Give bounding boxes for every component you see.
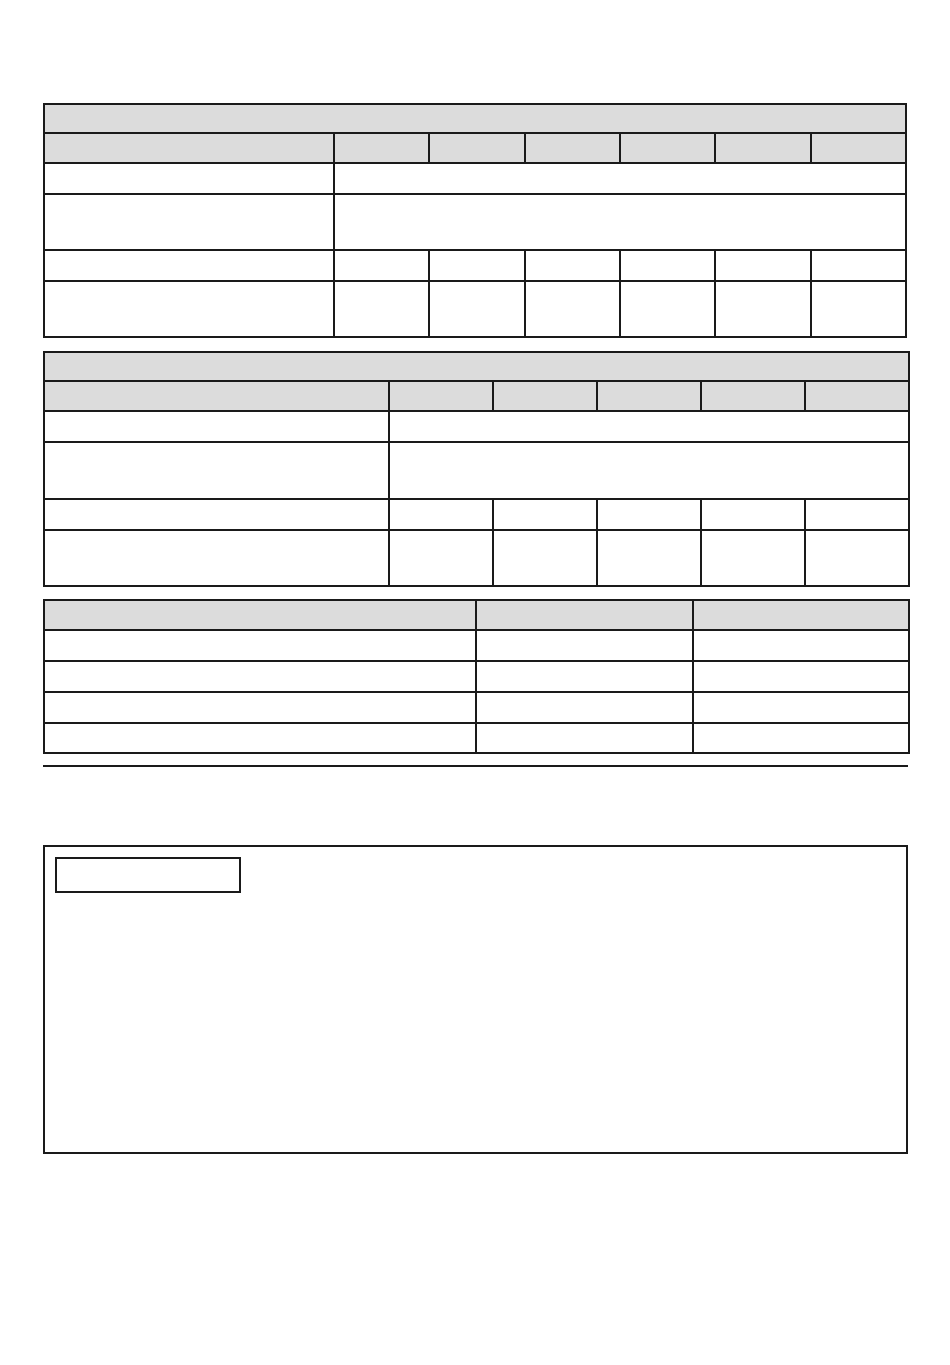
table-cell bbox=[429, 281, 525, 337]
table-cell bbox=[693, 630, 909, 661]
table-2-header-label bbox=[44, 381, 389, 411]
table-2-header-cell bbox=[805, 381, 909, 411]
spec-table-2 bbox=[43, 351, 910, 587]
table-cell bbox=[597, 530, 701, 586]
table-1-header-label bbox=[44, 133, 334, 163]
table-1-header-cell bbox=[620, 133, 715, 163]
table-1-row-1-value bbox=[334, 163, 906, 194]
table-2-row-3-label bbox=[44, 499, 389, 530]
table-1-row-2-value bbox=[334, 194, 906, 250]
table-cell bbox=[493, 499, 597, 530]
table-row bbox=[44, 499, 909, 530]
table-2-row-2-value bbox=[389, 442, 909, 499]
note-label bbox=[55, 857, 241, 893]
table-2-title bbox=[44, 352, 909, 381]
table-cell bbox=[389, 530, 493, 586]
table-cell bbox=[44, 630, 476, 661]
table-3-header-cell bbox=[476, 600, 693, 630]
table-row bbox=[44, 250, 906, 281]
table-cell bbox=[476, 692, 693, 723]
table-2-row-1-value bbox=[389, 411, 909, 442]
table-cell bbox=[44, 661, 476, 692]
table-2-row-1-label bbox=[44, 411, 389, 442]
table-1-row-3-label bbox=[44, 250, 334, 281]
table-cell bbox=[715, 250, 811, 281]
spec-table-3 bbox=[43, 599, 910, 754]
table-1-header-cell bbox=[811, 133, 906, 163]
table-cell bbox=[715, 281, 811, 337]
table-3-header-cell bbox=[693, 600, 909, 630]
table-cell bbox=[476, 630, 693, 661]
table-1-header-cell bbox=[525, 133, 620, 163]
table-cell bbox=[701, 499, 805, 530]
table-cell bbox=[429, 250, 525, 281]
table-cell bbox=[811, 281, 906, 337]
table-cell bbox=[693, 723, 909, 753]
table-cell bbox=[334, 250, 429, 281]
table-cell bbox=[493, 530, 597, 586]
table-2-header-cell bbox=[701, 381, 805, 411]
table-cell bbox=[597, 499, 701, 530]
table-row bbox=[44, 692, 909, 723]
table-cell bbox=[805, 530, 909, 586]
table-2-header-cell bbox=[493, 381, 597, 411]
table-cell bbox=[693, 692, 909, 723]
table-cell bbox=[693, 661, 909, 692]
table-2-row-4-label bbox=[44, 530, 389, 586]
note-body bbox=[55, 907, 896, 1142]
table-cell bbox=[620, 281, 715, 337]
table-1-header-cell bbox=[715, 133, 811, 163]
table-1-title bbox=[44, 104, 906, 133]
table-row bbox=[44, 194, 906, 250]
table-1-row-4-label bbox=[44, 281, 334, 337]
spec-table-1 bbox=[43, 103, 907, 338]
table-1-header-cell bbox=[334, 133, 429, 163]
table-1-row-2-label bbox=[44, 194, 334, 250]
table-cell bbox=[334, 281, 429, 337]
table-row bbox=[44, 442, 909, 499]
table-row bbox=[44, 530, 909, 586]
table-row bbox=[44, 723, 909, 753]
table-cell bbox=[701, 530, 805, 586]
table-2-header-cell bbox=[597, 381, 701, 411]
table-3-header-cell bbox=[44, 600, 476, 630]
table-1-header-cell bbox=[429, 133, 525, 163]
table-row bbox=[44, 411, 909, 442]
table-cell bbox=[805, 499, 909, 530]
table-2-row-2-label bbox=[44, 442, 389, 499]
table-cell bbox=[525, 281, 620, 337]
table-cell bbox=[476, 723, 693, 753]
table-cell bbox=[44, 692, 476, 723]
note-box bbox=[43, 845, 908, 1154]
table-row bbox=[44, 630, 909, 661]
table-row bbox=[44, 163, 906, 194]
table-cell bbox=[525, 250, 620, 281]
table-cell bbox=[44, 723, 476, 753]
table-row bbox=[44, 281, 906, 337]
section-divider bbox=[43, 765, 908, 767]
table-cell bbox=[476, 661, 693, 692]
table-cell bbox=[620, 250, 715, 281]
table-cell bbox=[389, 499, 493, 530]
table-2-header-cell bbox=[389, 381, 493, 411]
table-row bbox=[44, 661, 909, 692]
table-1-row-1-label bbox=[44, 163, 334, 194]
table-cell bbox=[811, 250, 906, 281]
